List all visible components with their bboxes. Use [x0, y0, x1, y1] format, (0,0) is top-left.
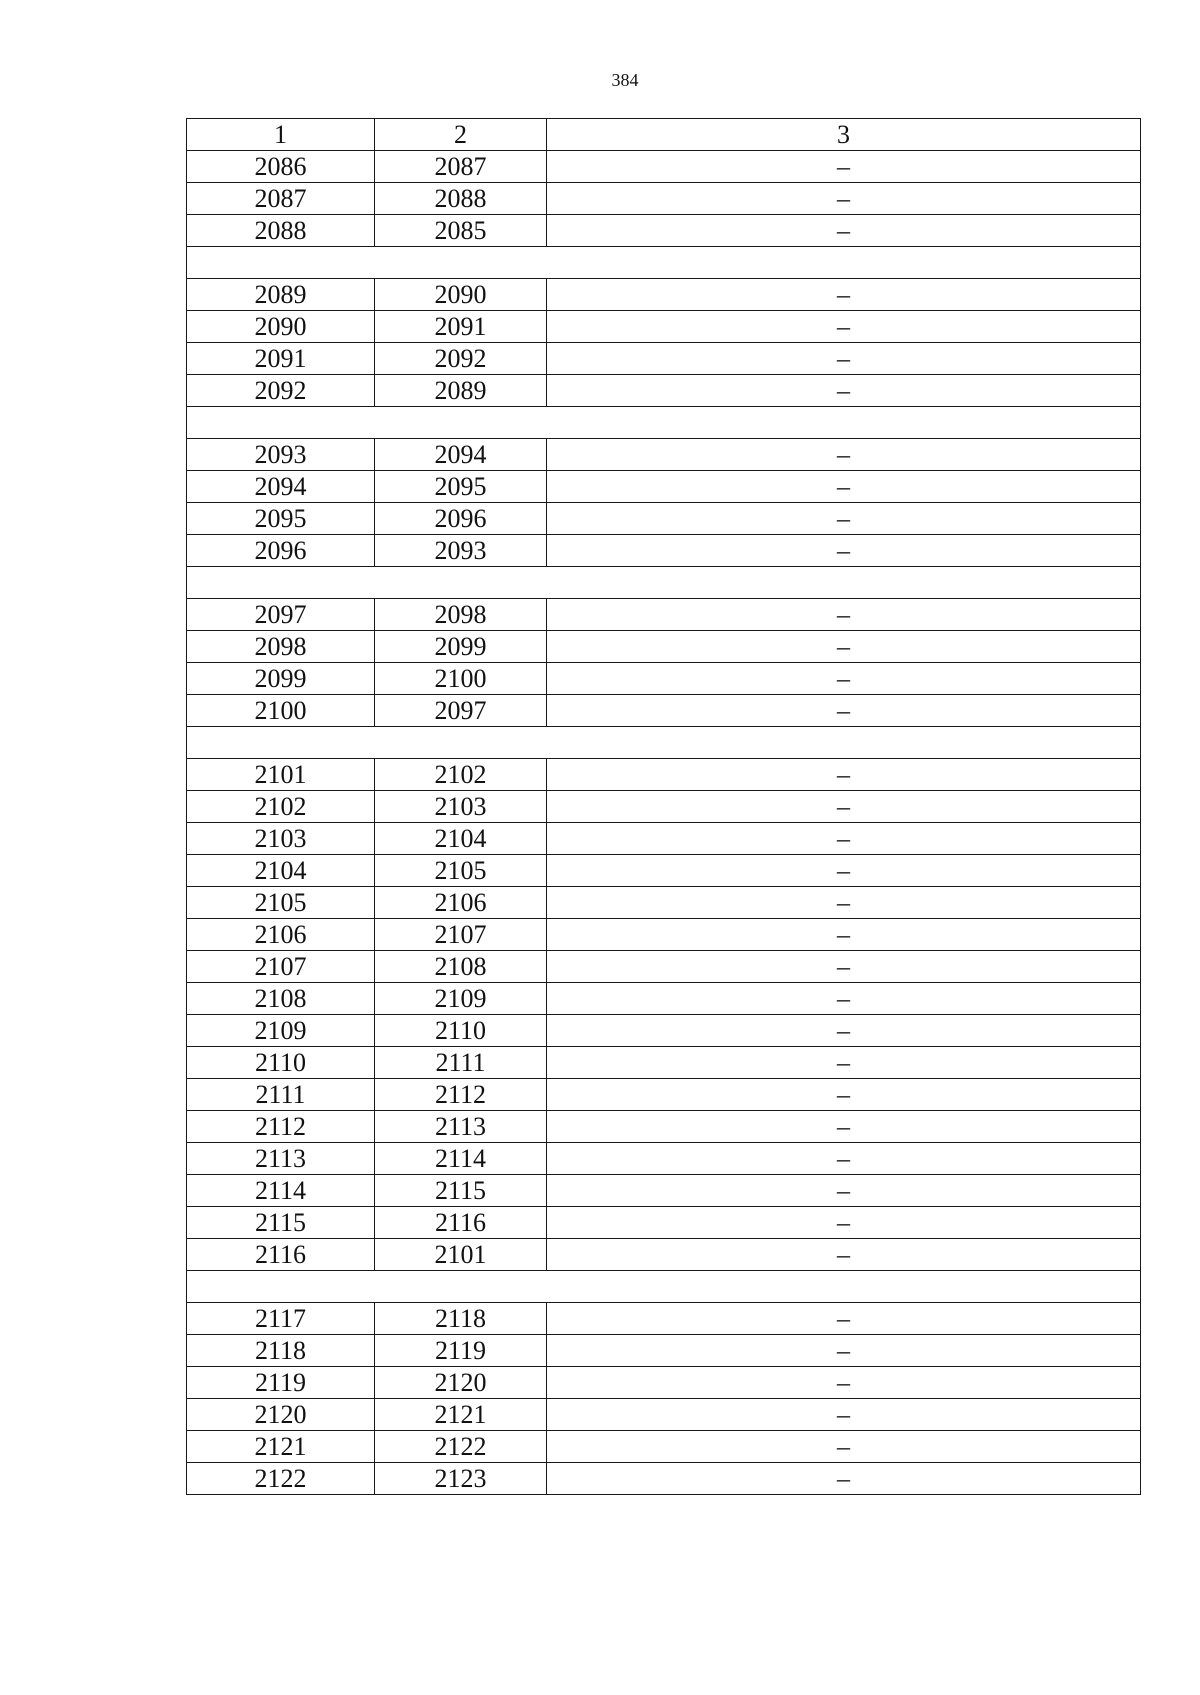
table-cell-col-1: 2122	[187, 1463, 375, 1495]
table-cell-col-2: 2093	[375, 535, 547, 567]
table-row	[187, 1399, 1141, 1431]
group-separator-row	[187, 1271, 1141, 1303]
table-row	[187, 1079, 1141, 1111]
table-cell-col-3: –	[547, 919, 1141, 951]
table-cell-col-3: –	[547, 759, 1141, 791]
table-cell-col-3: –	[547, 1367, 1141, 1399]
group-separator-row	[187, 247, 1141, 279]
table-cell-col-2: 2104	[375, 823, 547, 855]
separator-cell	[187, 1271, 1141, 1303]
table-row	[187, 343, 1141, 375]
table-cell-col-1: 2112	[187, 1111, 375, 1143]
table-cell-col-1: 2107	[187, 951, 375, 983]
table-cell-col-1: 2097	[187, 599, 375, 631]
table-cell-col-2: 2119	[375, 1335, 547, 1367]
table-cell-col-1: 2117	[187, 1303, 375, 1335]
table-cell-col-1: 2116	[187, 1239, 375, 1271]
table-row	[187, 183, 1141, 215]
table-cell-col-1: 2087	[187, 183, 375, 215]
separator-cell	[187, 727, 1141, 759]
table-cell-col-2: 2113	[375, 1111, 547, 1143]
separator-cell	[187, 247, 1141, 279]
table-cell-col-2: 2097	[375, 695, 547, 727]
table-cell-col-3: –	[547, 599, 1141, 631]
table-cell-col-1: 2090	[187, 311, 375, 343]
table-cell-col-3: –	[547, 1143, 1141, 1175]
table-row	[187, 1303, 1141, 1335]
table-cell-col-2: 2106	[375, 887, 547, 919]
table-row	[187, 311, 1141, 343]
table-cell-col-3: –	[547, 1207, 1141, 1239]
table-row	[187, 791, 1141, 823]
table-cell-col-3: –	[547, 535, 1141, 567]
table-cell-col-3: –	[547, 1463, 1141, 1495]
table-cell-col-1: 2111	[187, 1079, 375, 1111]
table-row	[187, 1111, 1141, 1143]
table-cell-col-2: 2110	[375, 1015, 547, 1047]
table-row	[187, 1431, 1141, 1463]
table-row	[187, 599, 1141, 631]
table-cell-col-1: 2102	[187, 791, 375, 823]
table-cell-col-3: –	[547, 983, 1141, 1015]
table-cell-col-1: 2121	[187, 1431, 375, 1463]
table-cell-col-1: 2088	[187, 215, 375, 247]
table-row	[187, 439, 1141, 471]
table-cell-col-2: 2116	[375, 1207, 547, 1239]
table-cell-col-3: –	[547, 1015, 1141, 1047]
table-cell-col-3: –	[547, 471, 1141, 503]
table-cell-col-3: –	[547, 215, 1141, 247]
table-row	[187, 663, 1141, 695]
table-cell-col-1: 2118	[187, 1335, 375, 1367]
table-cell-col-1: 2094	[187, 471, 375, 503]
table-cell-col-3: –	[547, 375, 1141, 407]
table-row	[187, 1239, 1141, 1271]
table-row	[187, 1207, 1141, 1239]
table-cell-col-1: 2119	[187, 1367, 375, 1399]
table-row	[187, 631, 1141, 663]
table-cell-col-2: 2108	[375, 951, 547, 983]
table-cell-col-3: –	[547, 855, 1141, 887]
table-row	[187, 471, 1141, 503]
table-body	[187, 119, 1141, 1495]
table-cell-col-2: 2085	[375, 215, 547, 247]
table-cell-col-3: –	[547, 1111, 1141, 1143]
table-cell-col-3: –	[547, 1335, 1141, 1367]
table-cell-col-1: 2115	[187, 1207, 375, 1239]
table-cell-col-3: –	[547, 823, 1141, 855]
table-cell-col-1: 2099	[187, 663, 375, 695]
table-cell-col-2: 2102	[375, 759, 547, 791]
table-cell-col-2: 2096	[375, 503, 547, 535]
table-row	[187, 535, 1141, 567]
table-cell-col-2: 2101	[375, 1239, 547, 1271]
table-cell-col-1: 2120	[187, 1399, 375, 1431]
table-cell-col-3: –	[547, 1175, 1141, 1207]
table-cell-col-3: –	[547, 183, 1141, 215]
table-cell-col-3: –	[547, 1047, 1141, 1079]
table-cell-col-2: 2099	[375, 631, 547, 663]
separator-cell	[187, 407, 1141, 439]
table-row	[187, 887, 1141, 919]
table-cell-col-1: 2110	[187, 1047, 375, 1079]
table-row	[187, 1335, 1141, 1367]
table-cell-col-1: 2108	[187, 983, 375, 1015]
table-cell-col-2: 2091	[375, 311, 547, 343]
table-row	[187, 215, 1141, 247]
table-cell-col-3: –	[547, 663, 1141, 695]
table-cell-col-1: 2106	[187, 919, 375, 951]
table-cell-col-1: 2114	[187, 1175, 375, 1207]
group-separator-row	[187, 567, 1141, 599]
table-row	[187, 1463, 1141, 1495]
table-row	[187, 503, 1141, 535]
table-cell-col-2: 2122	[375, 1431, 547, 1463]
table-cell-col-3: –	[547, 343, 1141, 375]
separator-cell	[187, 567, 1141, 599]
table-cell-col-1: 2103	[187, 823, 375, 855]
table-row	[187, 1175, 1141, 1207]
group-separator-row	[187, 727, 1141, 759]
table-row	[187, 983, 1141, 1015]
table-row	[187, 695, 1141, 727]
header-cell-3: 3	[547, 119, 1141, 151]
table-cell-col-3: –	[547, 791, 1141, 823]
table-cell-col-2: 2103	[375, 791, 547, 823]
table-cell-col-2: 2111	[375, 1047, 547, 1079]
table-row	[187, 1367, 1141, 1399]
page-number: 384	[611, 70, 639, 90]
table-cell-col-2: 2121	[375, 1399, 547, 1431]
table-cell-col-2: 2098	[375, 599, 547, 631]
table-row	[187, 823, 1141, 855]
table-cell-col-3: –	[547, 503, 1141, 535]
table-cell-col-1: 2093	[187, 439, 375, 471]
table-row	[187, 759, 1141, 791]
table-cell-col-2: 2118	[375, 1303, 547, 1335]
table-cell-col-1: 2091	[187, 343, 375, 375]
table-cell-col-3: –	[547, 1079, 1141, 1111]
table-cell-col-1: 2095	[187, 503, 375, 535]
table-cell-col-3: –	[547, 887, 1141, 919]
table-cell-col-1: 2089	[187, 279, 375, 311]
table-row	[187, 855, 1141, 887]
table-cell-col-1: 2098	[187, 631, 375, 663]
table-cell-col-3: –	[547, 1399, 1141, 1431]
table-cell-col-2: 2114	[375, 1143, 547, 1175]
header-cell-2: 2	[375, 119, 547, 151]
table-cell-col-2: 2087	[375, 151, 547, 183]
table-cell-col-2: 2100	[375, 663, 547, 695]
table-row	[187, 375, 1141, 407]
table-cell-col-2: 2120	[375, 1367, 547, 1399]
header-row	[187, 119, 1141, 151]
table-cell-col-3: –	[547, 695, 1141, 727]
table-cell-col-3: –	[547, 439, 1141, 471]
table-cell-col-2: 2090	[375, 279, 547, 311]
table-cell-col-3: –	[547, 631, 1141, 663]
table-cell-col-3: –	[547, 1431, 1141, 1463]
table-row	[187, 1015, 1141, 1047]
header-cell-1: 1	[187, 119, 375, 151]
table-cell-col-1: 2096	[187, 535, 375, 567]
table-cell-col-2: 2115	[375, 1175, 547, 1207]
table-cell-col-1: 2109	[187, 1015, 375, 1047]
table-cell-col-2: 2095	[375, 471, 547, 503]
table-row	[187, 151, 1141, 183]
table-cell-col-2: 2123	[375, 1463, 547, 1495]
table-cell-col-2: 2105	[375, 855, 547, 887]
data-table	[186, 118, 1141, 1495]
table-cell-col-1: 2104	[187, 855, 375, 887]
table-cell-col-1: 2101	[187, 759, 375, 791]
table-cell-col-2: 2088	[375, 183, 547, 215]
table-cell-col-3: –	[547, 279, 1141, 311]
table-cell-col-2: 2094	[375, 439, 547, 471]
table-cell-col-3: –	[547, 311, 1141, 343]
table-cell-col-1: 2086	[187, 151, 375, 183]
table-cell-col-1: 2105	[187, 887, 375, 919]
table-cell-col-1: 2100	[187, 695, 375, 727]
table-cell-col-2: 2092	[375, 343, 547, 375]
table-cell-col-1: 2092	[187, 375, 375, 407]
table-cell-col-2: 2089	[375, 375, 547, 407]
table-cell-col-2: 2112	[375, 1079, 547, 1111]
table-cell-col-3: –	[547, 951, 1141, 983]
table-row	[187, 279, 1141, 311]
table-row	[187, 951, 1141, 983]
group-separator-row	[187, 407, 1141, 439]
table-row	[187, 919, 1141, 951]
table-cell-col-3: –	[547, 151, 1141, 183]
table-row	[187, 1047, 1141, 1079]
table-cell-col-2: 2107	[375, 919, 547, 951]
table-cell-col-3: –	[547, 1303, 1141, 1335]
table-cell-col-1: 2113	[187, 1143, 375, 1175]
table-cell-col-2: 2109	[375, 983, 547, 1015]
table-row	[187, 1143, 1141, 1175]
table-cell-col-3: –	[547, 1239, 1141, 1271]
